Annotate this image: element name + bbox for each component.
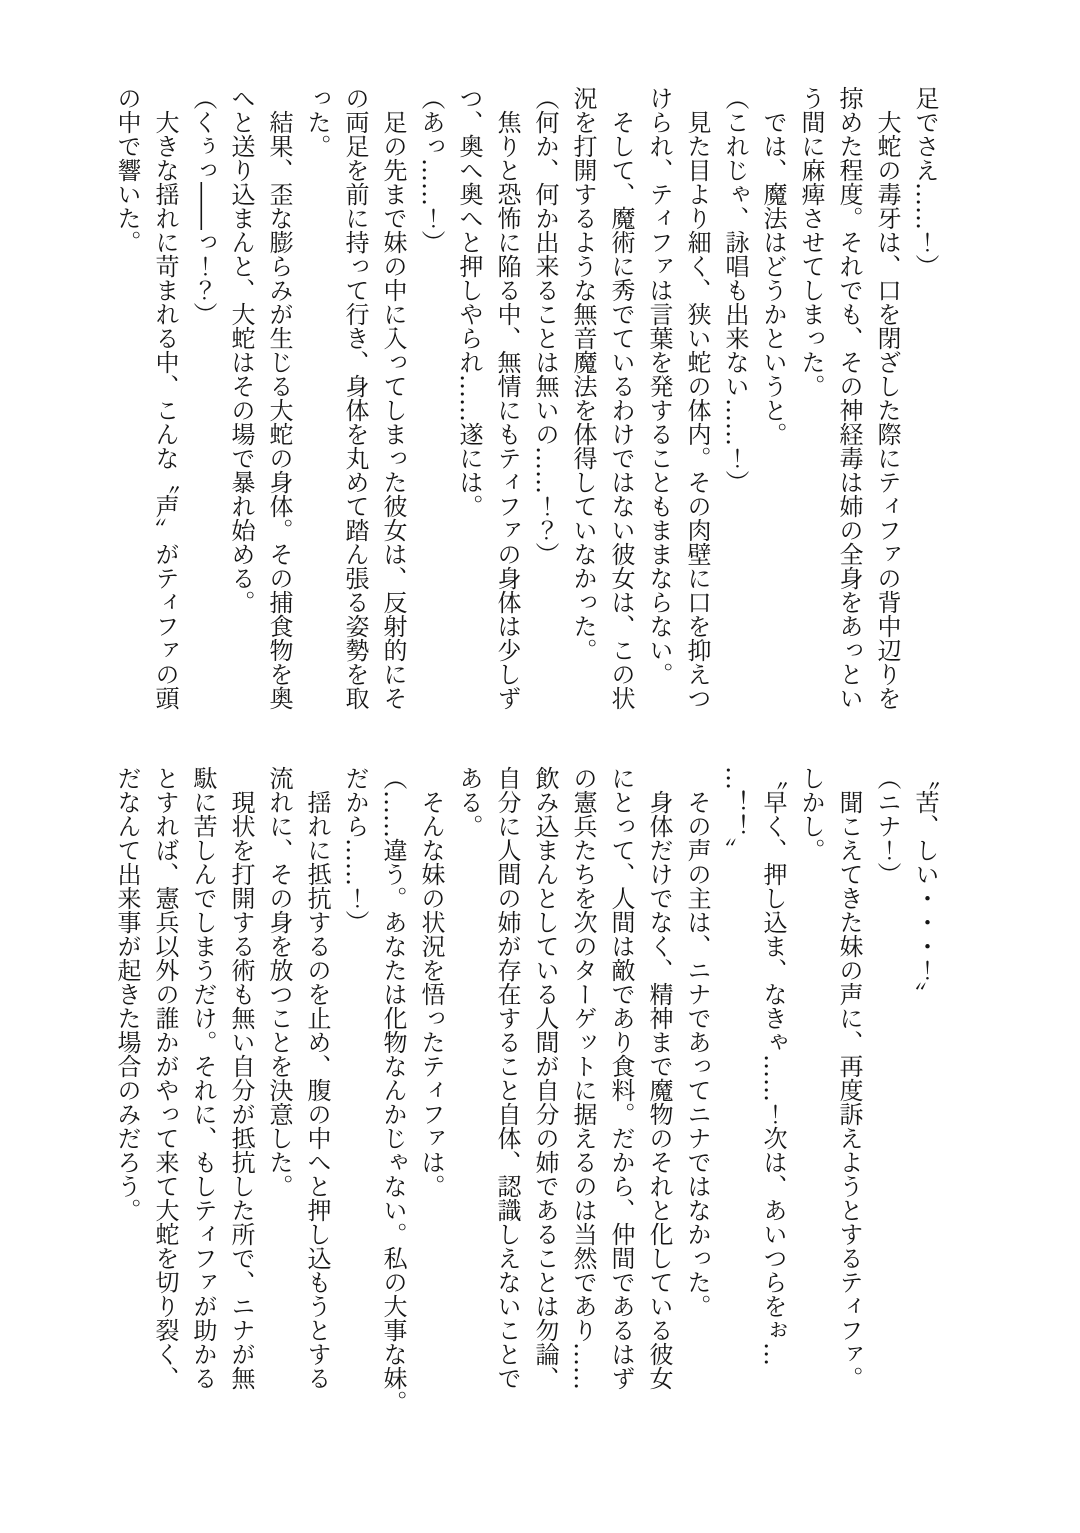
text-block-top [108, 86, 944, 726]
text-line: （ニナ！） [873, 766, 901, 886]
text-line: の憲兵たちを次のターゲットに据えるのは当然であり…… [569, 766, 597, 1390]
text-line: そして、魔術に秀でているわけではない彼女は、この状 [607, 86, 635, 710]
text-line: 〝早く、押し込ま、なきゃ……！次は、あいつらをぉ… [759, 766, 787, 1366]
text-line: では、魔法はどうかというと。 [759, 86, 787, 446]
text-line: だなんて出来事が起きた場合のみだろう。 [113, 766, 141, 1222]
text-line: 大蛇の毒牙は、口を閉ざした際にティファの背中辺りを [873, 86, 901, 710]
text-line: だから……！） [341, 766, 369, 934]
text-line: 大きな揺れに苛まれる中、こんな〝声〟がティファの頭 [151, 86, 179, 710]
text-line: 聞こえてきた妹の声に、再度訴えようとするティファ。 [835, 766, 863, 1390]
text-line: しかし。 [797, 766, 825, 862]
text-line: 足の先まで妹の中に入ってしまった彼女は、反射的にそ [379, 86, 407, 710]
text-line: …！！〟 [721, 766, 749, 862]
text-line: へと送り込まんと、大蛇はその場で暴れ始める。 [227, 86, 255, 614]
text-line: った。 [303, 86, 331, 158]
text-line: とすれば、憲兵以外の誰かがやって来て大蛇を切り裂く、 [151, 766, 179, 1390]
text-line: 足でさえ……！） [911, 86, 939, 278]
text-line: 焦りと恐怖に陥る中、無情にもティファの身体は少しず [493, 86, 521, 710]
text-line: （……違う。あなたは化物なんかじゃない。私の大事な妹。 [379, 766, 407, 1414]
text-line: 揺れに抵抗するのを止め、腹の中へと押し込もうとする [303, 766, 331, 1390]
text-line: にとって、人間は敵であり食料。だから、仲間であるはず [607, 766, 635, 1390]
text-line: う間に麻痺させてしまった。 [797, 86, 825, 398]
text-line: 自分に人間の姉が存在すること自体、認識しえないことで [493, 766, 521, 1390]
text-line: そんな妹の状況を悟ったティファは。 [417, 766, 445, 1198]
text-line: その声の主は、ニナであってニナではなかった。 [683, 766, 711, 1318]
text-line: （これじゃ、詠唱も出来ない……！） [721, 86, 749, 494]
text-line: 〝苦、しい・・・！〟 [911, 766, 939, 1006]
text-line: 駄に苦しんでしまうだけ。それに、もしティファが助かる [189, 766, 217, 1390]
text-line: 結果、歪な膨らみが生じる大蛇の身体。その捕食物を奥 [265, 86, 293, 710]
text-line: けられ、ティファは言葉を発することもままならない。 [645, 86, 673, 686]
text-line: 見た目より細く、狭い蛇の体内。その肉壁に口を抑えつ [683, 86, 711, 710]
text-line: 身体だけでなく、精神まで魔物のそれと化している彼女 [645, 766, 673, 1390]
text-line: の中で響いた。 [113, 86, 141, 254]
text-line: 流れに、その身を放つことを決意した。 [265, 766, 293, 1198]
text-line: （何か、何か出来ることは無いの……！？） [531, 86, 559, 566]
text-line: 掠めた程度。それでも、その神経毒は姉の全身をあっとい [835, 86, 863, 710]
text-line: （くぅっ――っ！？） [189, 86, 217, 326]
text-line: （あっ……！） [417, 86, 445, 254]
text-line: ある。 [455, 766, 483, 838]
text-line: つ、奥へ奥へと押しやられ……遂には。 [455, 86, 483, 518]
text-block-bottom [108, 766, 944, 1418]
text-line: 況を打開するような無音魔法を体得していなかった。 [569, 86, 597, 662]
text-line: 現状を打開する術も無い自分が抵抗した所で、ニナが無 [227, 766, 255, 1390]
text-line: 飲み込まんとしている人間が自分の姉であることは勿論、 [531, 766, 559, 1390]
text-line: の両足を前に持って行き、身体を丸めて踏ん張る姿勢を取 [341, 86, 369, 710]
